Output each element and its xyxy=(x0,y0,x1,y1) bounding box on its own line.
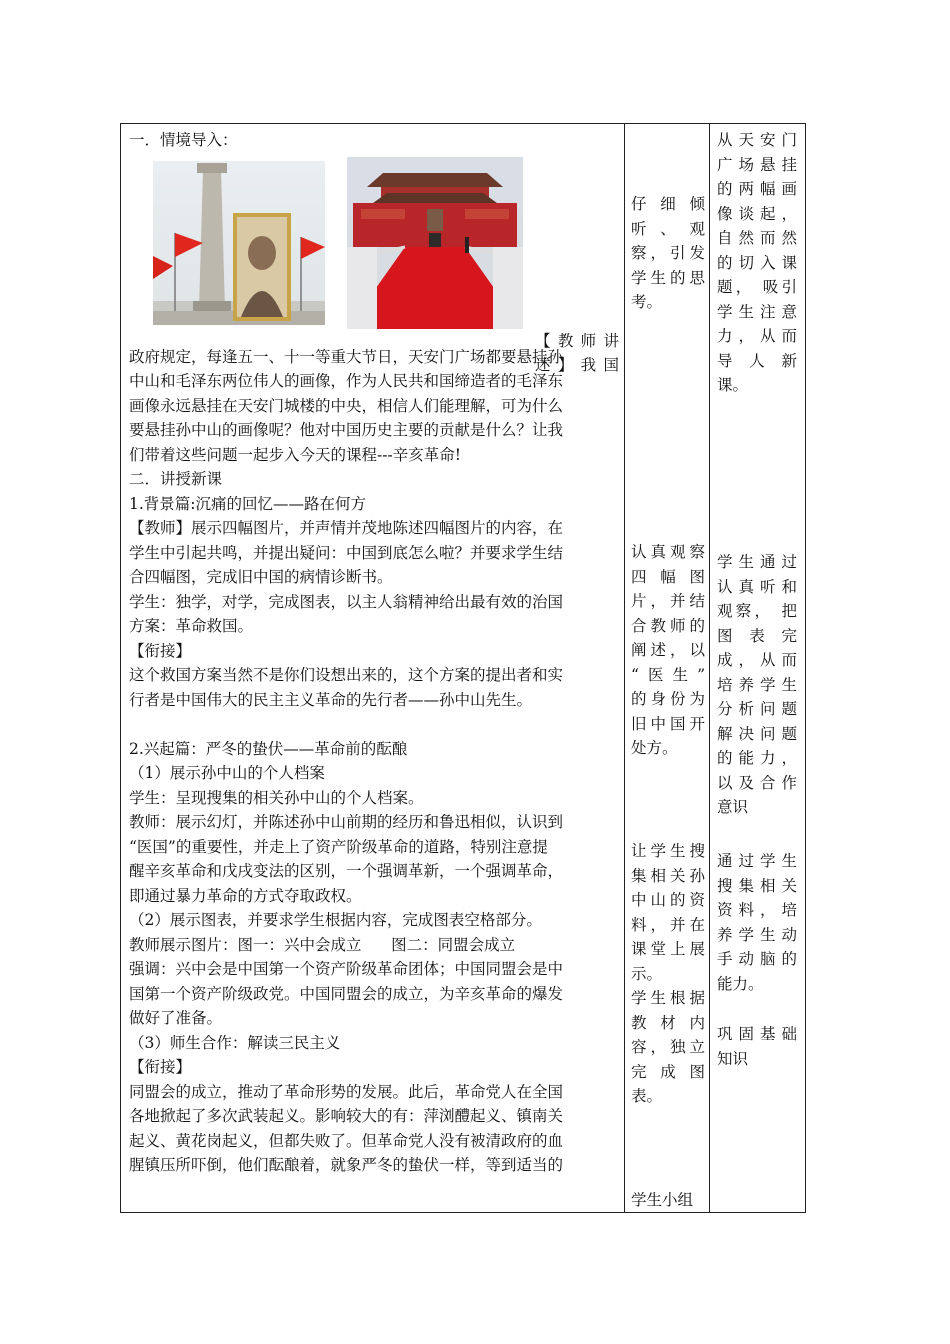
lesson-plan-table xyxy=(120,123,806,1213)
intro-line: 政府规定，每逢五一、十一等重大节日，天安门广场都要悬挂孙 xyxy=(129,347,564,366)
rise-line: （1）展示孙中山的个人档案 xyxy=(129,764,325,782)
rise-line: 即通过暴力革命的方式夺取政权。 xyxy=(129,886,362,905)
background-line: 【教师】展示四幅图片，并声情并茂地陈述四幅图片的内容，在 xyxy=(129,519,564,537)
monument-portrait-photo xyxy=(153,161,325,325)
rise-line: 做好了准备。 xyxy=(129,1009,223,1027)
intro-line: 中山和毛泽东两位伟人的画像，作为人民共和国缔造者的毛泽东 xyxy=(129,372,564,390)
background-line: 合四幅图，完成旧中国的病情诊断书。 xyxy=(129,568,393,586)
background-line: 这个救国方案当然不是你们设想出来的，这个方案的提出者和实 xyxy=(129,666,564,684)
rise-line: 教师展示图片：图一：兴中会成立 图二：同盟会成立 xyxy=(129,935,516,954)
rise-line: 腥镇压所吓倒，他们酝酿着，就象严冬的蛰伏一样，等到适当的 xyxy=(129,1156,564,1174)
background-line: 学生中引起共鸣，并提出疑问：中国到底怎么啦？并要求学生结 xyxy=(129,543,564,562)
background-heading: 1.背景篇:沉痛的回忆——路在何方 xyxy=(129,494,367,513)
background-line: 行者是中国伟大的民主主义革命的先行者——孙中山先生。 xyxy=(129,690,533,709)
teaching-process-column xyxy=(129,128,617,1178)
rise-line: 教师：展示幻灯，并陈述孙中山前期的经历和鲁迅相似，认识到 xyxy=(129,813,564,831)
rise-line: 强调：兴中会是中国第一个资产阶级革命团体；中国同盟会是中 xyxy=(129,960,564,978)
design-intent-block-1: 从天安门 广场悬挂 的两幅画 像谈起， 自然而然 的切入课 题， 吸引 学生注意 力，从而 导 人 新 课。 xyxy=(717,131,797,394)
background-line: 学生：独学，对学，完成图表，以主人翁精神给出最有效的治国 xyxy=(129,592,564,611)
intro-line: 画像永远悬挂在天安门城楼的中央，相信人们能理解，可为什么 xyxy=(129,396,564,415)
student-activity-block-3: 让学生搜 集相关孙 中山的资 料，并在 课堂上展 示。 学生根据 教 材 内 容，独立 完 成 图 表。 xyxy=(631,842,705,1105)
design-intent-block-3: 通过学生 搜集相关 资 料 ， 培 养学生动 手动脑的 能力。 xyxy=(717,852,797,993)
rise-line: 起义、黄花岗起义，但都失败了。但革命党人没有被清政府的血 xyxy=(129,1131,564,1150)
student-activity-block-2: 认真观察 四 幅 图 片，并结 合教师的 阐述，以 “医生” 的身份为 旧中国开 处方。 xyxy=(631,543,705,757)
intro-heading: 一．情境导入： xyxy=(129,131,238,149)
blank-line xyxy=(129,712,617,737)
rise-line: 各地掀起了多次武装起义。影响较大的有：萍浏醴起义、镇南关 xyxy=(129,1107,564,1125)
rise-line: 学生：呈现搜集的相关孙中山的个人档案。 xyxy=(129,788,424,807)
student-activity-block-4: 学生小组 xyxy=(631,1191,694,1209)
intro-line: 要悬挂孙中山的画像呢？他对中国历史主要的贡献是什么？让我 xyxy=(129,421,564,439)
design-intent-block-2: 学生通过 认真听和 观察， 把 图 表 完 成，从而 培养学生 分析问题 解决问题 的能力， 以及合作 意识 xyxy=(717,553,797,816)
rise-line: 同盟会的成立，推动了革命形势的发展。此后，革命党人在全国 xyxy=(129,1082,564,1101)
design-intent-block-4: 巩固基础 知识 xyxy=(717,1025,797,1068)
tiananmen-gate-photo xyxy=(347,157,523,329)
section2-heading: 二．讲授新课 xyxy=(129,470,223,488)
background-line: 方案：革命救国。 xyxy=(129,617,254,635)
rise-line: 国第一个资产阶级政党。中国同盟会的成立，为辛亥革命的爆发 xyxy=(129,984,564,1003)
rise-line: “医国”的重要性，并走上了资产阶级革命的道路，特别注意提 xyxy=(129,837,548,856)
student-activity-block-1: 仔 细 倾 听 、 观 察，引发 学生的思 考。 xyxy=(631,195,705,311)
rise-line: （2）展示图表，并要求学生根据内容，完成图表空格部分。 xyxy=(129,911,542,929)
rise-line: 【衔接】 xyxy=(129,1058,192,1076)
rise-line: 醒辛亥革命和戊戌变法的区别，一个强调革新，一个强调革命， xyxy=(129,862,564,880)
rise-line: （3）师生合作：解读三民主义 xyxy=(129,1033,341,1052)
column-divider-2 xyxy=(709,124,710,1212)
column-divider-1 xyxy=(624,124,625,1212)
intro-line: 们带着这些问题一起步入今天的课程---辛亥革命! xyxy=(129,445,461,464)
teacher-narration-label: 【 教 师 讲 述 】 我 国 xyxy=(535,331,619,374)
background-line: 【衔接】 xyxy=(129,641,192,660)
rise-heading: 2.兴起篇：严冬的蛰伏——革命前的酝酿 xyxy=(129,739,408,758)
